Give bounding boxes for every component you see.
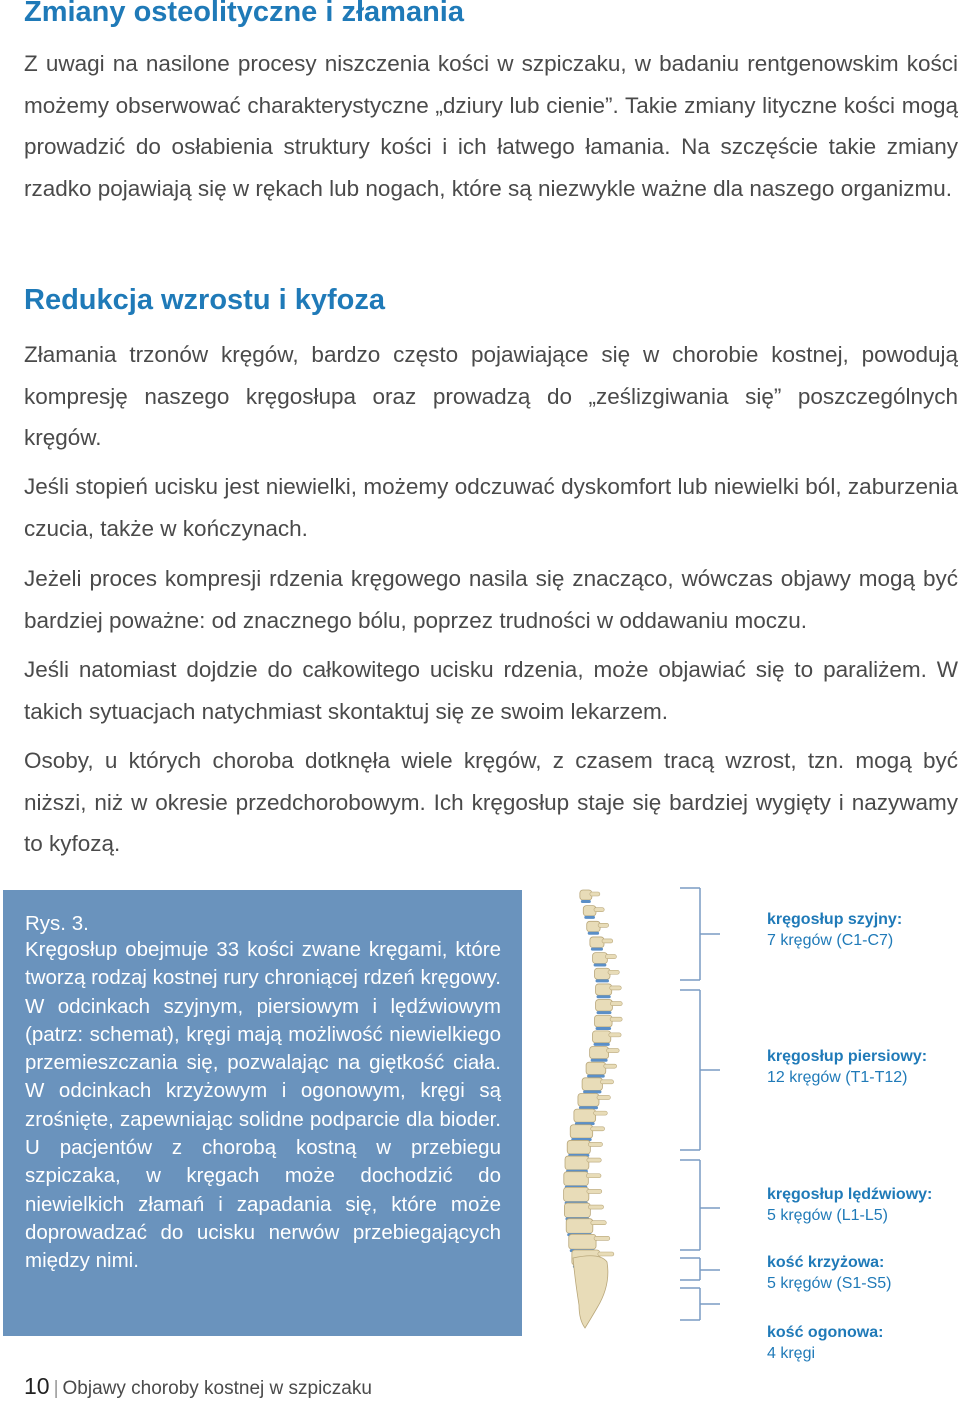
intervertebral-disc — [587, 1075, 605, 1078]
label-coccyx — [767, 1322, 959, 1364]
vertebra — [593, 953, 608, 964]
label-sacrum — [767, 1252, 959, 1294]
footer-title: Objawy choroby kostnej w szpiczaku — [62, 1378, 372, 1399]
intervertebral-disc — [584, 916, 595, 919]
vertebra-process — [587, 1189, 602, 1193]
section-heading-osteolytic: Zmiany osteolityczne i złamania — [24, 0, 464, 28]
label-thoracic — [767, 1046, 959, 1088]
vertebra — [570, 1125, 592, 1138]
paragraph-osteolytic: Z uwagi na nasilone procesy niszczenia kości w szpiczaku, w badaniu rentgenowskim kości możemy obserwować charakterystyczne „dziury lub cienie”. Takie zmiany lityczne kości mogą prowadzić do osłabienia struktury kości i ich łatwego łamania. Na szczęście takie zmiany rzadko pojawiają się w rękach lub nogach, które są niezwykle ważne dla naszego organizmu. — [24, 51, 958, 201]
paragraph-paralysis: Jeśli natomiast dojdzie do całkowitego ucisku rdzenia, może objawiać się to paraliżem. W takich sytuacjach natychmiast skontaktuj się ze swoim lekarzem. — [24, 657, 958, 724]
label-thoracic-sub: 12 kręgów (T1-T12) — [767, 1069, 908, 1086]
vertebra-process — [594, 1111, 608, 1115]
label-cervical-title: kręgosłup szyjny: — [767, 911, 903, 928]
vertebra — [565, 1156, 589, 1170]
label-thoracic-title: kręgosłup piersiowy: — [767, 1048, 928, 1065]
figure-caption-text: Kręgosłup obejmuje 33 kości zwane kręgami, które tworzą rodzaj kostnej rury chroniącej rdzeń kręgowy. W odcinkach szyjnym, piersiowym i lędźwiowym (patrz: schemat), kręgi mają możliwość niewielkiego przemieszczania się, pozwalając na giętkość ciała. W odcinkach krzyżowym i ogonowym, kręgi są zrośnięte, zapewniając solidne podparcie dla bioder. U pacjentów z chorobą kostną w przebiegu szpiczaka, w kręgach może dochodzić do niewielkich złamań i zapadania się, które może doprowadzać do ucisku nerwów przebiegających między nimi. — [25, 938, 501, 1273]
vertebra-process — [600, 1080, 613, 1084]
vertebra — [596, 1000, 613, 1012]
vertebra — [593, 1031, 611, 1043]
vertebra-process — [607, 1049, 620, 1053]
vertebra — [590, 937, 604, 948]
label-lumbar-sub: 5 kręgów (L1-L5) — [767, 1207, 888, 1224]
paragraph-fractures: Złamania trzonów kręgów, bardzo często pojawiające się w chorobie kostnej, powodują kompresję naszego kręgosłupa oraz prowadzą do „ześlizgiwania się” poszczególnych kręgów. — [24, 342, 958, 450]
vertebra — [578, 1093, 599, 1106]
intervertebral-disc — [594, 1043, 610, 1046]
figure-caption-box — [3, 890, 522, 1336]
vertebra-process — [587, 1158, 601, 1162]
vertebra — [595, 1015, 613, 1027]
vertebra — [596, 984, 612, 995]
vertebra — [569, 1234, 596, 1249]
intervertebral-disc — [583, 1090, 601, 1093]
label-sacrum-title: kość krzyżowa: — [767, 1254, 885, 1271]
intervertebral-disc — [591, 1059, 608, 1062]
section-heading-height-reduction: Redukcja wzrostu i kyfoza — [24, 284, 385, 316]
vertebra — [564, 1203, 590, 1217]
vertebra — [564, 1187, 589, 1201]
vertebra-process — [588, 1142, 602, 1146]
label-lumbar — [767, 1184, 959, 1226]
spine-brackets — [620, 880, 720, 1340]
paragraph-severe-compression: Jeżeli proces kompresji rdzenia kręgowego nasila się znacząco, wówczas objawy mogą być bardziej poważne: od znacznego bólu, poprzez trudności w oddawaniu moczu. — [24, 566, 958, 633]
paragraph-mild-compression: Jeśli stopień ucisku jest niewielki, możemy odczuwać dyskomfort lub niewielki ból, zaburzenia czucia, także w kończynach. — [24, 474, 958, 541]
intervertebral-disc — [581, 900, 591, 903]
vertebra-process — [598, 923, 609, 927]
vertebra — [564, 1172, 589, 1186]
intervertebral-disc — [597, 1011, 612, 1014]
bracket-lumbar — [680, 1160, 720, 1250]
vertebra-process — [604, 1064, 617, 1068]
vertebra-process — [597, 1095, 610, 1099]
intervertebral-disc — [596, 1027, 612, 1030]
vertebra — [595, 968, 610, 979]
figure-caption-title: Rys. 3. — [25, 912, 89, 935]
sacrum-coccyx — [573, 1256, 608, 1328]
vertebra-process — [591, 1221, 606, 1225]
vertebra-process — [605, 955, 616, 959]
page-number: 10 — [24, 1373, 50, 1399]
label-sacrum-sub: 5 kręgów (S1-S5) — [767, 1275, 892, 1292]
label-lumbar-title: kręgosłup lędźwiowy: — [767, 1186, 933, 1203]
bracket-sacrum — [680, 1258, 720, 1280]
label-coccyx-sub: 4 kręgi — [767, 1345, 816, 1362]
intervertebral-disc — [597, 995, 611, 998]
vertebra — [582, 1078, 602, 1091]
label-cervical — [767, 909, 959, 951]
vertebra-process — [590, 892, 600, 896]
paragraph-kyphosis: Osoby, u których choroba dotknęła wiele kręgów, z czasem tracą wzrost, tzn. mogą być niższi, niż w okresie przedchorobowym. Ich kręgosłup staje się bardziej wygięty i nazywamy to kyfozą. — [24, 748, 958, 856]
vertebra — [566, 1219, 593, 1234]
bracket-thoracic — [680, 990, 720, 1150]
vertebra-process — [591, 1127, 605, 1131]
vertebra — [586, 1062, 606, 1074]
vertebra — [567, 1140, 590, 1153]
bracket-coccyx — [680, 1288, 720, 1320]
vertebra-process — [588, 1205, 603, 1209]
label-cervical-sub: 7 kręgów (C1-C7) — [767, 932, 894, 949]
vertebra-process — [594, 1236, 610, 1240]
intervertebral-disc — [594, 963, 607, 966]
vertebra-process — [602, 939, 613, 943]
spine-vertebrae — [564, 890, 623, 1328]
vertebra-process — [598, 1252, 614, 1256]
intervertebral-disc — [591, 948, 603, 951]
intervertebral-disc — [596, 979, 609, 982]
page-footer — [24, 1373, 372, 1400]
bracket-cervical — [680, 888, 720, 980]
vertebra-process — [608, 970, 619, 974]
intervertebral-disc — [588, 932, 599, 935]
vertebra-process — [586, 1174, 601, 1178]
vertebra — [574, 1109, 596, 1122]
vertebra — [590, 1047, 609, 1059]
footer-separator: | — [53, 1378, 59, 1399]
vertebra-process — [594, 908, 604, 912]
label-coccyx-title: kość ogonowa: — [767, 1324, 884, 1341]
